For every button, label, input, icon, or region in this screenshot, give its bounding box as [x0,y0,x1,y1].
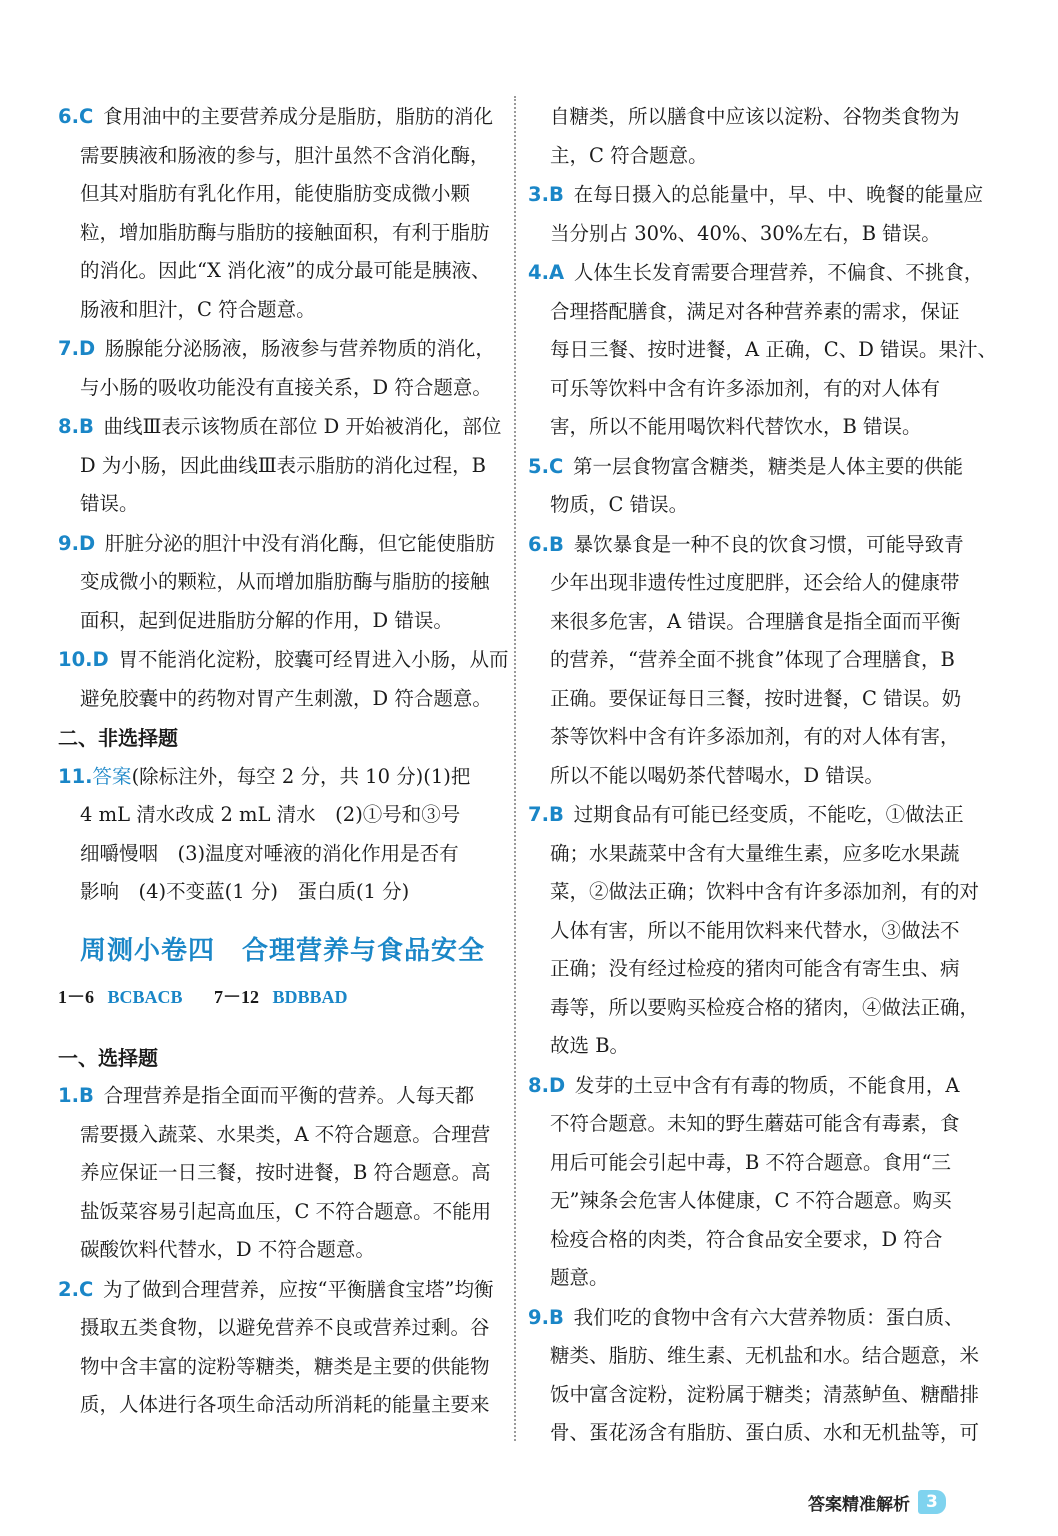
answer-line [58,835,498,874]
answer-item [58,330,498,407]
answer-text: 胃不能消化淀粉，胶囊可经胃进入小肠，从而 [118,648,509,671]
answer-text: 当分别占 30%、40%、30%左右，B 错误。 [550,221,941,245]
answer-line [58,1231,498,1270]
answer-item [58,525,498,641]
answer-line [528,564,970,603]
answer-text: 摄取五类食物，以避免营养不良或营养过剩。谷 [80,1316,490,1339]
answer-line [528,1337,980,1376]
answer-text: 需要摄入蔬菜、水果类，A 不符合题意。合理营 [80,1122,491,1146]
answer-text: 但其对脂肪有乳化作用，能使脂肪变成微小颗 [80,182,471,205]
answer-text: 糖类、脂肪、维生素、无机盐和水。结合题意，米 [550,1344,980,1367]
answer-item [58,1077,498,1270]
answer-line [528,254,984,293]
quick-range-1: 1－6 [58,986,94,1007]
answer-text: 检疫合格的肉类，符合食品安全要求，D 符合 [550,1227,943,1251]
page-number: 3 [918,1490,946,1514]
answer-text: 人体有害，所以不能用饮料来代替水，③做法不 [550,918,960,942]
answer-line [528,603,970,642]
answer-text: 故选 B。 [550,1034,630,1057]
answer-text: 饭中富含淀粉，淀粉属于糖类；清蒸鲈鱼、糖醋排 [550,1382,980,1406]
answer-line: 自糖类，所以膳食中应该以淀粉、谷物类食物为 [550,105,960,128]
answer-text: 肠腺能分泌肠液，肠液参与营养物质的消化， [104,337,495,360]
answer-text: 第一层食物富含糖类，糖类是人体主要的供能 [573,454,964,478]
answer-text: 少年出现非遗传性过度肥胖，还会给人的健康带 [550,571,960,594]
answer-text: 在每日摄入的总能量中，早、中、晚餐的能量应 [573,183,984,206]
answer-item [58,641,509,718]
answer-line [58,1348,498,1387]
section-heading-non-choice: 二、非选择题 [58,726,178,750]
answer-text: 不符合题意。未知的野生蘑菇可能含有毒素，食 [550,1112,960,1135]
answer-line [528,757,970,796]
continued-answer [528,98,970,175]
answer-line [58,525,498,564]
answer-line [58,1154,498,1193]
answer-line [58,175,498,214]
quick-range-2: 7－12 [214,986,260,1007]
answer-text: 肠液和胆汁，C 符合题意。 [80,297,316,321]
answer-line: 主，C 符合题意。 [550,143,708,167]
answer-text: 害，所以不能用喝饮料代替饮水，B 错误。 [550,415,922,438]
answer-line [528,1182,970,1221]
answer-line [528,1259,970,1298]
answer-text: 菜，②做法正确；饮料中含有许多添加剂，有的对 [550,880,980,903]
answer-item-11 [58,758,498,912]
answer-line [528,641,970,680]
answer-label: 6.B [528,532,564,556]
answer-line [58,214,498,253]
answer-line [58,137,498,176]
answer-line [528,448,970,487]
answer-text: 合理营养是指全面而平衡的营养。人每天都 [103,1084,475,1107]
answer-label: 8.B [58,415,94,438]
answer-line [58,563,498,602]
answer-item [58,408,502,524]
answer-line [58,680,498,719]
answer-label: 10.D [58,648,109,671]
answer-line [528,796,970,835]
answer-text: 的营养，“营养全面不挑食”体现了合理膳食，B [550,648,955,671]
answer-label: 4.A [528,261,565,284]
footer-title: 答案精准解析 [808,1494,910,1515]
answer-text: 无”辣条会危害人体健康，C 不符合题意。购买 [550,1189,952,1212]
section-heading-choice: 一、选择题 [58,1045,158,1070]
answer-text: 的消化。因此“X 消化液”的成分最可能是胰液、 [80,259,491,282]
answer-line [528,1067,970,1106]
answer-line [58,291,498,330]
answer-text: 人体生长发育需要合理营养，不偏食、不挑食， [573,261,984,284]
answer-text: 质，人体进行各项生命活动所消耗的能量主要来 [80,1393,490,1416]
answer-item [528,796,980,1066]
answer-item [528,176,984,253]
answer-label: 7.D [58,337,96,360]
answer-text: 粒，增加脂肪酶与脂肪的接触面积，有利于脂肪 [80,220,490,244]
answer-line [58,1309,498,1348]
answer-line [528,680,970,719]
answer-line [58,408,502,447]
answer-item [528,254,998,447]
answer-line [58,98,498,137]
answer-line [58,330,498,369]
answer-item [528,448,970,525]
answer-line [528,718,970,757]
answer-line [58,1077,498,1116]
answer-line [528,912,970,951]
answer-text: 所以不能以喝奶茶代替喝水，D 错误。 [550,763,884,787]
answer-line [528,331,998,370]
answer-text: 题意。 [550,1266,609,1289]
answer-line [528,950,970,989]
answer-text: 影响 (4)不变蓝(1 分) 蛋白质(1 分) [80,880,410,903]
answer-line [528,486,970,525]
quick-answers-1: BCBACB [107,986,183,1007]
answer-text: 可乐等饮料中含有许多添加剂，有的对人体有 [550,376,941,400]
left-answer-list [58,98,509,718]
left-answer-list-2 [58,1077,498,1425]
answer-text: 食用油中的主要营养成分是脂肪，脂肪的消化 [103,105,494,128]
answer-label: 6.C [58,105,94,128]
answer-line [528,989,980,1028]
answer-text: 确；水果蔬菜中含有大量维生素，应多吃水果蔬 [550,841,960,865]
answer-line [58,447,498,486]
answer-label: 9.D [58,531,96,555]
right-answer-list [528,176,998,1453]
answer-text: 曲线Ⅲ表示该物质在部位 D 开始被消化，部位 [103,415,502,438]
answer-line [58,758,498,797]
answer-text: 过期食品有可能已经变质，不能吃，①做法正 [573,803,964,826]
answer-line [528,526,970,565]
answer-text: 茶等饮料中含有许多添加剂，有的对人体有害， [550,725,960,748]
answer-text: 变成微小的颗粒，从而增加脂肪酶与脂肪的接触 [80,570,490,593]
answer-item [528,526,970,796]
answer-text: 错误。 [80,492,139,515]
answer-line [58,485,498,524]
answer-item [528,1299,980,1453]
answer-line [528,1414,980,1453]
answer-line [58,1386,498,1425]
answer-text: 我们吃的食物中含有六大营养物质：蛋白质、 [573,1305,964,1329]
answer-label: 5.C [528,454,564,478]
answer-line [58,1193,498,1232]
answer-label: 9.B [528,1305,564,1329]
answer-text: 需要胰液和肠液的参与，胆汁虽然不含消化酶， [80,143,490,167]
answer-label: 11. [58,764,93,788]
answer-text: 4 mL 清水改成 2 mL 清水 (2)①号和③号 [80,803,461,826]
answer-line [528,1027,970,1066]
answer-line [528,1221,970,1260]
answer-line [58,369,498,408]
answer-text: 来很多危害，A 错误。合理膳食是指全面而平衡 [550,609,961,633]
answer-text: 为了做到合理营养，应按“平衡膳食宝塔”均衡 [103,1277,494,1301]
answer-text: 盐饭菜容易引起高血压，C 不符合题意。不能用 [80,1199,492,1223]
answer-text: 碳酸饮料代替水，D 不符合题意。 [80,1238,375,1261]
answer-line [58,641,509,680]
answer-text: 物中含丰富的淀粉等糖类，糖类是主要的供能物 [80,1354,490,1378]
right-column [528,98,998,1454]
answer-text: 暴饮暴食是一种不良的饮食习惯，可能导致青 [573,532,964,556]
answer-line [528,1105,970,1144]
answer-text: 每日三餐、按时进餐，A 正确，C、D 错误。果汁、 [550,338,998,361]
answer-label: 8.D [528,1073,566,1097]
answer-line [58,252,498,291]
answer-line [528,873,980,912]
answer-text: 合理搭配膳食，满足对各种营养素的需求，保证 [550,299,960,323]
answer-text: 毒等，所以要购买检疫合格的猪肉，④做法正确， [550,995,980,1019]
answer-line [58,1116,498,1155]
page-footer [808,1486,946,1518]
answer-line [528,835,970,874]
column-divider [514,96,516,1441]
answer-text: 发芽的土豆中含有有毒的物质，不能食用，A [574,1073,960,1097]
answer-item [58,98,498,329]
answer-label: 7.B [528,803,564,826]
answer-text: 面积，起到促进脂肪分解的作用，D 错误。 [80,608,453,632]
answer-text: 与小肠的吸收功能没有直接关系，D 符合题意。 [80,375,492,399]
answer-text: 用后可能会引起中毒，B 不符合题意。食用“三 [550,1150,951,1174]
quick-answer-row [58,983,498,1009]
left-column [58,98,509,1426]
answer-label: 1.B [58,1084,94,1107]
answer-text: 避免胶囊中的药物对胃产生刺激，D 符合题意。 [80,686,492,710]
answer-line [58,1271,498,1310]
quick-answers-2: BDBBAD [272,986,348,1007]
answer-line [58,602,498,641]
answer-keyword: 答案 [92,764,132,788]
answer-line [528,370,970,409]
answer-text: 细嚼慢咽 (3)温度对唾液的消化作用是否有 [80,841,459,865]
answer-text: 正确；没有经过检疫的猪肉可能含有寄生虫、病 [550,957,960,980]
answer-text: 肝脏分泌的胆汁中没有消化酶，但它能使脂肪 [104,531,495,555]
answer-line [528,408,970,447]
answer-text: (除标注外，每空 2 分，共 10 分)(1)把 [131,764,471,788]
answer-label: 2.C [58,1277,94,1301]
answer-item [528,1067,970,1298]
answer-text: 养应保证一日三餐，按时进餐，B 符合题意。高 [80,1161,491,1184]
answer-text: D 为小肠，因此曲线Ⅲ表示脂肪的消化过程，B [80,453,486,477]
answer-item [58,1271,498,1425]
answer-text: 正确。要保证每日三餐，按时进餐，C 错误。奶 [550,686,962,710]
answer-line [528,1376,980,1415]
answer-line [528,215,970,254]
answer-text: 物质，C 错误。 [550,493,689,516]
answer-line [528,1144,970,1183]
answer-line [528,1299,970,1338]
answer-label: 3.B [528,183,564,206]
answer-line [528,176,984,215]
answer-line [58,796,498,835]
answer-line [528,293,970,332]
answer-text: 骨、蛋花汤含有脂肪、蛋白质、水和无机盐等，可 [550,1421,980,1444]
answer-line [58,873,498,912]
chapter-title: 周测小卷四 合理营养与食品安全 [80,935,486,966]
